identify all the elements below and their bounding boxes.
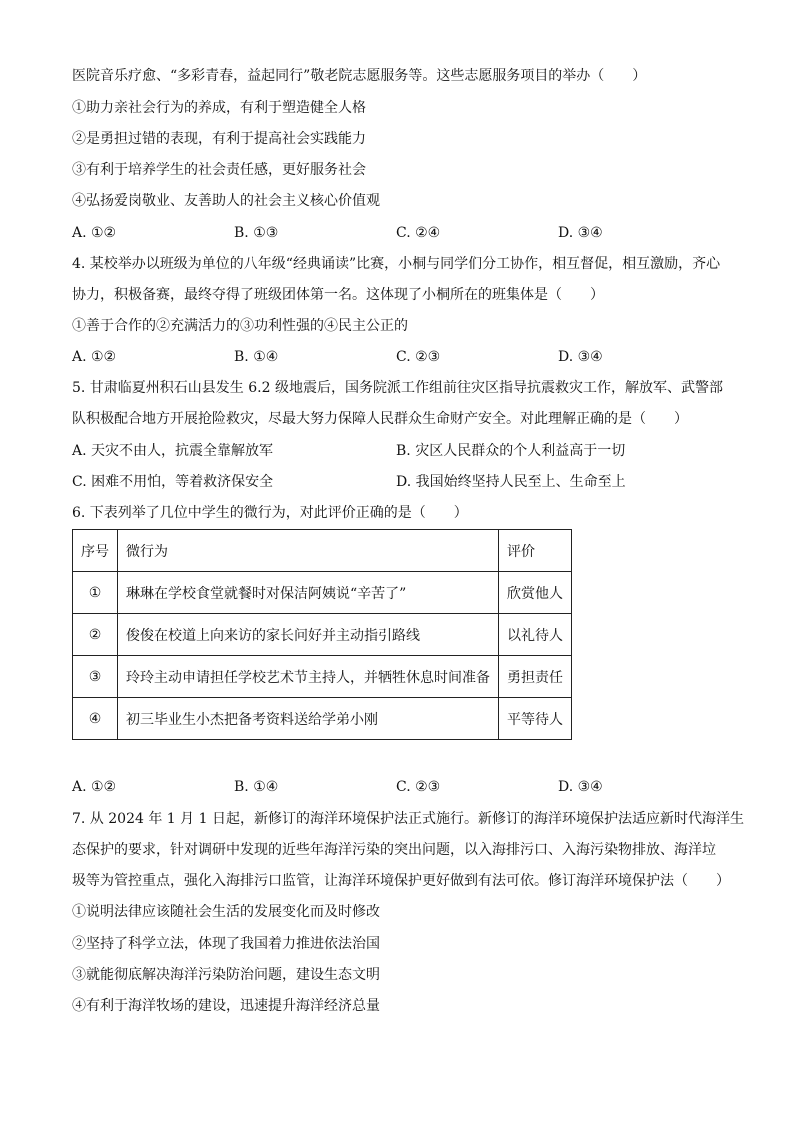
q3-option-d[interactable]: D. ③④ xyxy=(558,225,603,241)
q4-option-b[interactable]: B. ①④ xyxy=(234,349,279,365)
table-cell-index: ② xyxy=(73,614,118,656)
q4-option-a[interactable]: A. ①② xyxy=(72,349,117,365)
q6-table xyxy=(72,529,572,740)
table-cell-behavior: 琳琳在学校食堂就餐时对保洁阿姨说“辛苦了” xyxy=(118,572,499,614)
table-cell-behavior: 玲玲主动申请担任学校艺术节主持人，并牺牲休息时间准备 xyxy=(118,656,499,698)
q3-options xyxy=(72,223,722,243)
q7-statement-4: ④有利于海洋牧场的建设，迅速提升海洋经济总量 xyxy=(72,998,380,1014)
table-cell-index: ③ xyxy=(73,656,118,698)
q7-statement-3: ③就能彻底解决海洋污染防治问题，建设生态文明 xyxy=(72,967,380,983)
q4-option-c[interactable]: C. ②③ xyxy=(396,349,441,365)
q7-statement-2: ②坚持了科学立法，体现了我国着力推进依法治国 xyxy=(72,936,380,952)
table-cell-evaluation: 勇担责任 xyxy=(499,656,572,698)
table-cell-evaluation: 以礼待人 xyxy=(499,614,572,656)
table-header-cell: 序号 xyxy=(73,530,118,572)
q4-stem-line-2: 协力，积极备赛，最终夺得了班级团体第一名。这体现了小桐所在的班集体是（ ） xyxy=(72,287,604,303)
q6-option-b[interactable]: B. ①④ xyxy=(234,779,279,795)
q4-statement: ①善于合作的②充满活力的③功利性强的④民主公正的 xyxy=(72,318,408,334)
q3-option-b[interactable]: B. ①③ xyxy=(234,225,279,241)
q5-stem-line-2: 队积极配合地方开展抢险救灾，尽最大努力保障人民群众生命财产安全。对此理解正确的是（ ） xyxy=(72,411,688,427)
q7-statement-1: ①说明法律应该随社会生活的发展变化而及时修改 xyxy=(72,904,380,920)
table-row xyxy=(73,698,572,740)
table-row xyxy=(73,614,572,656)
table-cell-evaluation: 平等待人 xyxy=(499,698,572,740)
q3-statement-2: ②是勇担过错的表现，有利于提高社会实践能力 xyxy=(72,131,366,147)
q4-option-d[interactable]: D. ③④ xyxy=(558,349,603,365)
q5-option-a[interactable]: A. 天灾不由人，抗震全靠解放军 xyxy=(72,443,274,459)
q3-option-a[interactable]: A. ①② xyxy=(72,225,117,241)
q6-stem: 6. 下表列举了几位中学生的微行为，对此评价正确的是（ ） xyxy=(72,505,468,521)
table-cell-index: ① xyxy=(73,572,118,614)
table-header-cell: 评价 xyxy=(499,530,572,572)
q7-stem-line-2: 态保护的要求，针对调研中发现的近些年海洋污染的突出问题，以入海排污口、入海污染物排放、海洋垃 xyxy=(72,842,716,858)
q5-options-row-1 xyxy=(72,441,722,461)
table-header-row xyxy=(73,530,572,572)
table-cell-index: ④ xyxy=(73,698,118,740)
q6-option-a[interactable]: A. ①② xyxy=(72,779,117,795)
q5-option-b[interactable]: B. 灾区人民群众的个人利益高于一切 xyxy=(396,443,626,459)
q3-option-c[interactable]: C. ②④ xyxy=(396,225,441,241)
q5-stem-line-1: 5. 甘肃临夏州积石山县发生 6.2 级地震后，国务院派工作组前往灾区指导抗震救灾工作，解放军、武警部 xyxy=(72,380,723,396)
q4-options xyxy=(72,347,722,367)
q3-statement-3: ③有利于培养学生的社会责任感，更好服务社会 xyxy=(72,162,366,178)
table-cell-behavior: 俊俊在校道上向来访的家长问好并主动指引路线 xyxy=(118,614,499,656)
q3-stem-tail: 医院音乐疗愈、“多彩青春，益起同行”敬老院志愿服务等。这些志愿服务项目的举办（ ） xyxy=(72,68,647,84)
q3-statement-1: ①助力亲社会行为的养成，有利于塑造健全人格 xyxy=(72,100,366,116)
table-header-cell: 微行为 xyxy=(118,530,499,572)
q7-stem-line-1: 7. 从 2024 年 1 月 1 日起，新修订的海洋环境保护法正式施行。新修订的海洋环境保护法适应新时代海洋生 xyxy=(72,811,744,827)
table-cell-evaluation: 欣赏他人 xyxy=(499,572,572,614)
q6-option-c[interactable]: C. ②③ xyxy=(396,779,441,795)
q6-options xyxy=(72,777,722,797)
q3-statement-4: ④弘扬爱岗敬业、友善助人的社会主义核心价值观 xyxy=(72,193,380,209)
table-row xyxy=(73,572,572,614)
q5-options-row-2 xyxy=(72,472,722,492)
q4-stem-line-1: 4. 某校举办以班级为单位的八年级“经典诵读”比赛，小桐与同学们分工协作，相互督促，相互激励，齐心 xyxy=(72,256,721,272)
table-cell-behavior: 初三毕业生小杰把备考资料送给学弟小刚 xyxy=(118,698,499,740)
q5-option-d[interactable]: D. 我国始终坚持人民至上、生命至上 xyxy=(396,474,626,490)
table-row xyxy=(73,656,572,698)
q6-option-d[interactable]: D. ③④ xyxy=(558,779,603,795)
q7-stem-line-3: 圾等为管控重点，强化入海排污口监管，让海洋环境保护更好做到有法可依。修订海洋环境保护法（ ） xyxy=(72,873,730,889)
q5-option-c[interactable]: C. 困难不用怕，等着救济保安全 xyxy=(72,474,274,490)
